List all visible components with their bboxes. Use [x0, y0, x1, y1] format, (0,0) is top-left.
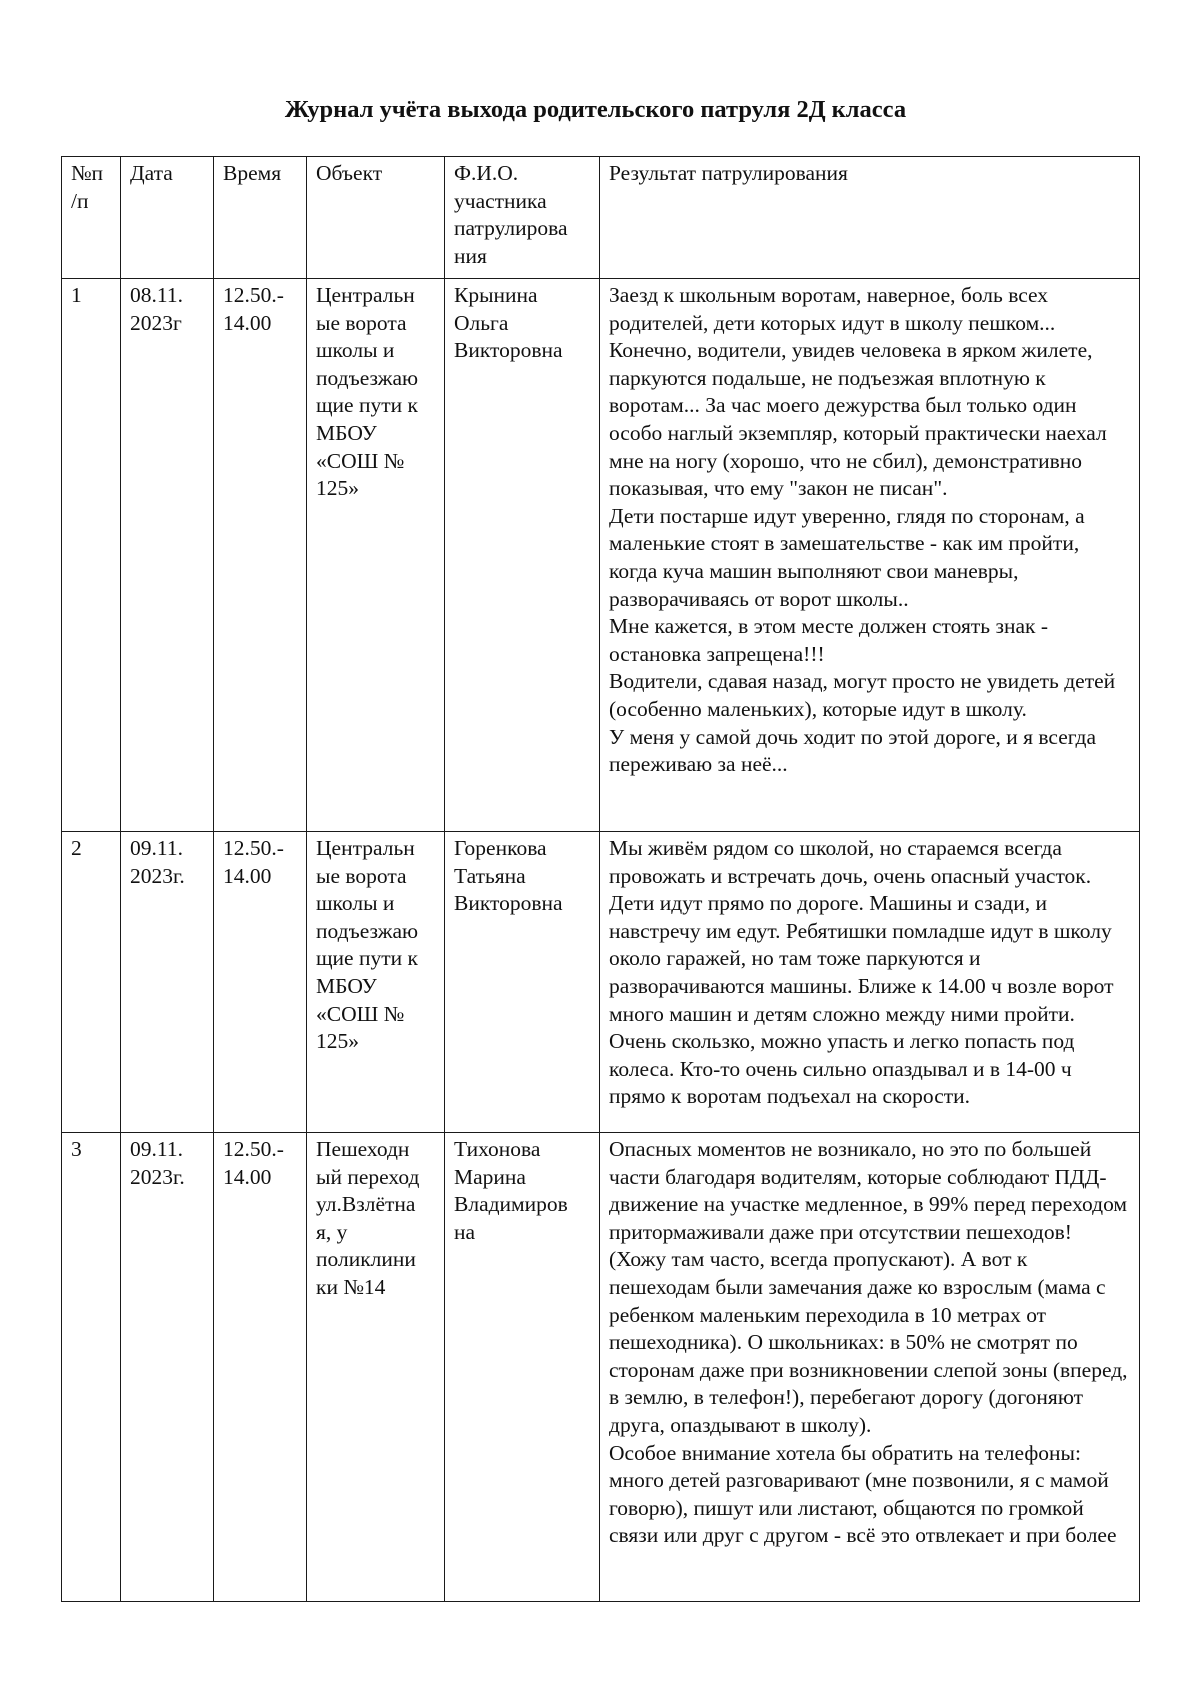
row-time: 12.50.- 14.00: [214, 279, 307, 832]
table-header-row: [62, 157, 1140, 279]
header-result: Результат патрулирования: [600, 157, 1140, 279]
row-result: Заезд к школьным воротам, наверное, боль всех родителей, дети которых идут в школу пешком... Конечно, водители, увидев человека в ярком жилете, паркуются подальше, не подъезжая вплотную к воротам... За час моего дежурства был только один особо наглый экземпляр, который практически наехал мне на ногу (хорошо, что не сбил), демонстративно показывая, что ему "закон не писан". Дети постарше идут уверенно, глядя по сторонам, а маленькие стоят в замешательстве - как им пройти, когда куча машин выполняют свои маневры, разворачиваясь от ворот школы.. Мне кажется, в этом месте должен стоять знак - остановка запрещена!!! Водители, сдавая назад, могут просто не увидеть детей (особенно маленьких), которые идут в школу. У меня у самой дочь ходит по этой дороге, и я всегда переживаю за неё...: [600, 279, 1140, 832]
row-number: 3: [62, 1133, 121, 1602]
row-participant: Тихонова Марина Владимиров на: [445, 1133, 600, 1602]
row-result: Опасных моментов не возникало, но это по большей части благодаря водителям, которые соблюдают ПДД- движение на участке медленное, в 99% перед переходом притормаживали даже при отсутствии пешеходов! (Хожу там часто, всегда пропускают). А вот к пешеходам были замечания даже ко взрослым (мама с ребенком маленьким переходила в 10 метрах от пешеходника). О школьниках: в 50% не смотрят по сторонам даже при возникновении слепой зоны (вперед, в землю, в телефон!), перебегают дорогу (догоняют друга, опаздывают в школу). Особое внимание хотела бы обратить на телефоны: много детей разговаривают (мне позвонили, я с мамой говорю), пишут или листают, общаются по громкой связи или друг с другом - всё это отвлекает и при более: [600, 1133, 1140, 1602]
row-number: 1: [62, 279, 121, 832]
header-object: Объект: [307, 157, 445, 279]
table-row: [62, 279, 1140, 832]
patrol-journal-table: [61, 156, 1140, 1602]
row-date: 09.11. 2023г.: [121, 832, 214, 1133]
row-time: 12.50.- 14.00: [214, 1133, 307, 1602]
header-participant: Ф.И.О. участника патрулирова ния: [445, 157, 600, 279]
page-title: Журнал учёта выхода родительского патруля 2Д класса: [284, 96, 907, 123]
table-row: [62, 1133, 1140, 1602]
row-time: 12.50.- 14.00: [214, 832, 307, 1133]
row-date: 09.11. 2023г.: [121, 1133, 214, 1602]
header-number: №п /п: [62, 157, 121, 279]
row-result: Мы живём рядом со школой, но стараемся всегда провожать и встречать дочь, очень опасный участок. Дети идут прямо по дороге. Машины и сзади, и навстречу им едут. Ребятишки помладше идут в школу около гаражей, но там тоже паркуются и разворачиваются машины. Ближе к 14.00 ч возле ворот много машин и детям сложно между ними пройти. Очень скользко, можно упасть и легко попасть под колеса. Кто-то очень сильно опаздывал и в 14-00 ч прямо к воротам подъехал на скорости.: [600, 832, 1140, 1133]
row-object: Центральн ые ворота школы и подъезжаю щие пути к МБОУ «СОШ № 125»: [307, 832, 445, 1133]
row-participant: Крынина Ольга Викторовна: [445, 279, 600, 832]
row-number: 2: [62, 832, 121, 1133]
table-row: [62, 832, 1140, 1133]
row-participant: Горенкова Татьяна Викторовна: [445, 832, 600, 1133]
row-date: 08.11. 2023г: [121, 279, 214, 832]
header-time: Время: [214, 157, 307, 279]
header-date: Дата: [121, 157, 214, 279]
row-object: Центральн ые ворота школы и подъезжаю щие пути к МБОУ «СОШ № 125»: [307, 279, 445, 832]
row-object: Пешеходн ый переход ул.Взлётна я, у поликлини ки №14: [307, 1133, 445, 1602]
